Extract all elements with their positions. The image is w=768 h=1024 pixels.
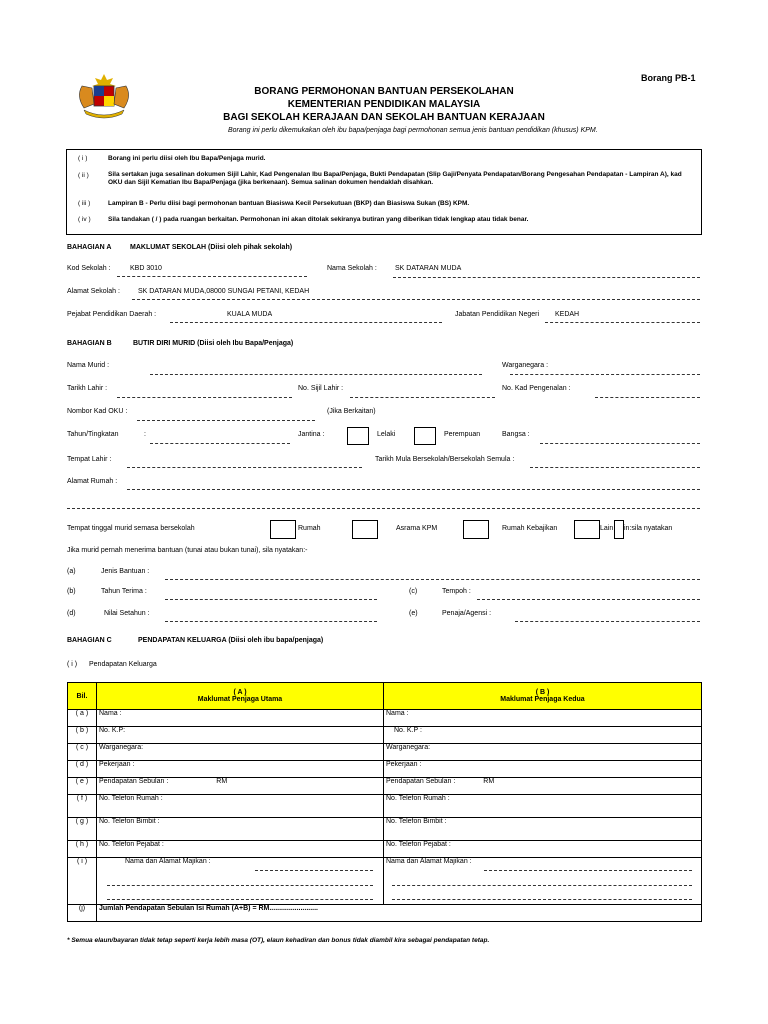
tahun-terima-field[interactable] <box>165 599 377 600</box>
header-line3: BAGI SEKOLAH KERAJAAN DAN SEKOLAH BANTUAN KERAJAAN <box>223 112 545 123</box>
nama-sekolah-value[interactable]: SK DATARAN MUDA <box>395 265 462 272</box>
kebajikan-checkbox[interactable] <box>463 520 489 539</box>
pekerjaan-b-field[interactable]: Pekerjaan : <box>384 761 702 778</box>
tel-bimbit-a-field[interactable]: No. Telefon Bimbit : <box>97 818 384 841</box>
section-a-code: BAHAGIAN A <box>67 244 112 251</box>
pendapatan-a-field[interactable]: Pendapatan Sebulan : RM <box>97 778 384 795</box>
kp-b-field[interactable]: No. K.P : <box>384 727 702 744</box>
tarikh-lahir-field[interactable] <box>117 397 292 398</box>
instruction-1: Borang ini perlu diisi oleh Ibu Bapa/Penjaga murid. <box>108 155 266 162</box>
nama-a-field[interactable]: Nama : <box>97 710 384 727</box>
jenis-bantuan-field[interactable] <box>165 579 700 580</box>
section-b-code: BAHAGIAN B <box>67 340 112 347</box>
lelaki-checkbox[interactable] <box>347 427 369 445</box>
tel-rumah-a-field[interactable]: No. Telefon Rumah : <box>97 795 384 818</box>
table-row: ( h ) No. Telefon Pejabat : No. Telefon Pejabat : <box>68 841 702 858</box>
income-table <box>67 682 702 922</box>
warganegara-a-field[interactable]: Warganegara: <box>97 744 384 761</box>
section-c-title: PENDAPATAN KELUARGA (Diisi oleh ibu bapa/penjaga) <box>138 637 324 644</box>
warganegara-b-field[interactable]: Warganegara: <box>384 744 702 761</box>
table-row: ( c ) Warganegara: Warganegara: <box>68 744 702 761</box>
nama-murid-field[interactable] <box>150 374 482 375</box>
ppd-value[interactable]: KUALA MUDA <box>227 311 273 318</box>
header-note: Borang ini perlu dikemukakan oleh ibu bapa/penjaga bagi permohonan semua jenis bantuan pendidikan (khusus) KPM. <box>228 127 598 134</box>
nilai-setahun-field[interactable] <box>165 621 377 622</box>
tempoh-field[interactable] <box>477 599 700 600</box>
bil-header: Bil. <box>68 683 97 710</box>
tahun-tingkatan-field[interactable] <box>150 443 290 444</box>
table-row: ( g ) No. Telefon Bimbit : No. Telefon Bimbit : <box>68 818 702 841</box>
jumlah-pendapatan-field[interactable]: Jumlah Pendapatan Sebulan Isi Rumah (A+B) = RM......................... <box>97 905 702 922</box>
sijil-lahir-field[interactable] <box>350 397 495 398</box>
bangsa-field[interactable] <box>540 443 700 444</box>
col-b-header: ( B ) Maklumat Penjaga Kedua <box>384 683 702 710</box>
instruction-3: Lampiran B - Perlu diisi bagi permohonan bantuan Biasiswa Kecil Persekutuan (BKP) dan Biasiswa Sukan (BS) KPM. <box>108 200 470 207</box>
table-row: ( e ) Pendapatan Sebulan : RM Pendapatan Sebulan : RM <box>68 778 702 795</box>
majikan-b-field[interactable]: Nama dan Alamat Majikan : <box>384 858 702 905</box>
alamat-sekolah-value[interactable]: SK DATARAN MUDA,08000 SUNGAI PETANI, KEDAH <box>138 288 310 295</box>
table-row: ( d ) Pekerjaan : Pekerjaan : <box>68 761 702 778</box>
tarikh-mula-field[interactable] <box>530 467 700 468</box>
penaja-field[interactable] <box>515 621 700 622</box>
nama-b-field[interactable]: Nama : <box>384 710 702 727</box>
pendapatan-b-field[interactable]: Pendapatan Sebulan : RM <box>384 778 702 795</box>
instruction-2: Sila sertakan juga sesalinan dokumen Sijil Lahir, Kad Pengenalan Ibu Bapa/Penjaga, Bukti Pendapatan (Slip Gaji/Penyata Pendapatan/Borang Pengesahan Pendapatan - Lampiran A), kad OKU dan Sijil Kematian Ibu Bapa/Penjaga (jika berkenaan). Semua salinan dokumen hendaklah disahkan. <box>108 171 682 186</box>
header-line1: BORANG PERMOHONAN BANTUAN PERSEKOLAHAN <box>254 86 514 97</box>
tempat-lahir-field[interactable] <box>127 467 362 468</box>
rumah-checkbox[interactable] <box>270 520 296 539</box>
lain-small-box[interactable] <box>614 520 624 539</box>
instructions-box: ( i ) Borang ini perlu diisi oleh Ibu Bapa/Penjaga murid. ( ii ) Sila sertakan juga sesalinan dokumen Sijil Lahir, Kad Pengenalan Ibu Bapa/Penjaga, Bukti Pendapatan (Slip Gaji/Penyata Pendapatan/Borang Pengesahan Pendapatan - Lampiran A), kad OKU dan Sijil Kematian Ibu Bapa/Penjaga (jika berkenaan). Semua salinan dokumen hendaklah disahkan. ( iii ) Lampiran B - Perlu diisi bagi permohonan bantuan Biasiswa Kecil Persekutuan (BKP) dan Biasiswa Sukan (BS) KPM. ( iv ) Sila tandakan ( / ) pada ruangan berkaitan. Permohonan ini akan ditolak sekiranya butiran yang diberikan tidak lengkap atau tidak benar. <box>66 149 702 235</box>
pekerjaan-a-field[interactable]: Pekerjaan : <box>97 761 384 778</box>
tel-pejabat-a-field[interactable]: No. Telefon Pejabat : <box>97 841 384 858</box>
majikan-a-field[interactable]: Nama dan Alamat Majikan : <box>97 858 384 905</box>
table-row: ( b ) No. K.P: No. K.P : <box>68 727 702 744</box>
kad-oku-field[interactable] <box>137 420 315 421</box>
kad-pengenalan-field[interactable] <box>595 397 700 398</box>
perempuan-checkbox[interactable] <box>414 427 436 445</box>
alamat-rumah-field[interactable] <box>127 489 700 490</box>
form-code: Borang PB-1 <box>641 73 696 83</box>
table-row: ( a ) Nama : Nama : <box>68 710 702 727</box>
jpn-value[interactable]: KEDAH <box>555 311 580 318</box>
warganegara-field[interactable] <box>510 374 700 375</box>
col-a-header: ( A ) Maklumat Penjaga Utama <box>97 683 384 710</box>
kp-a-field[interactable]: No. K.P: <box>97 727 384 744</box>
section-c-code: BAHAGIAN C <box>67 637 112 644</box>
total-row: (j) Jumlah Pendapatan Sebulan Isi Rumah (A+B) = RM......................... <box>68 905 702 922</box>
header-line2: KEMENTERIAN PENDIDIKAN MALAYSIA <box>287 99 481 110</box>
section-b-title: BUTIR DIRI MURID (Diisi oleh Ibu Bapa/Penjaga) <box>133 340 294 347</box>
section-a-title: MAKLUMAT SEKOLAH (Diisi oleh pihak sekolah) <box>130 244 293 251</box>
footnote: * Semua elaun/bayaran tidak tetap seperti kerja lebih masa (OT), elaun kehadiran dan bonus tidak diambil kira sebagai pendapatan tetap. <box>67 937 490 944</box>
kod-sekolah-value[interactable]: KBD 3010 <box>130 265 162 272</box>
tel-bimbit-b-field[interactable]: No. Telefon Bimbit : <box>384 818 702 841</box>
table-row: ( i ) Nama dan Alamat Majikan : Nama dan Alamat Majikan : <box>68 858 702 905</box>
tel-pejabat-b-field[interactable]: No. Telefon Pejabat : <box>384 841 702 858</box>
lain-checkbox[interactable] <box>574 520 600 539</box>
tel-rumah-b-field[interactable]: No. Telefon Rumah : <box>384 795 702 818</box>
asrama-checkbox[interactable] <box>352 520 378 539</box>
instruction-4: Sila tandakan ( / ) pada ruangan berkaitan. Permohonan ini akan ditolak sekiranya butiran yang diberikan tidak lengkap atau tidak benar. <box>108 216 529 223</box>
table-row: ( f ) No. Telefon Rumah : No. Telefon Rumah : <box>68 795 702 818</box>
